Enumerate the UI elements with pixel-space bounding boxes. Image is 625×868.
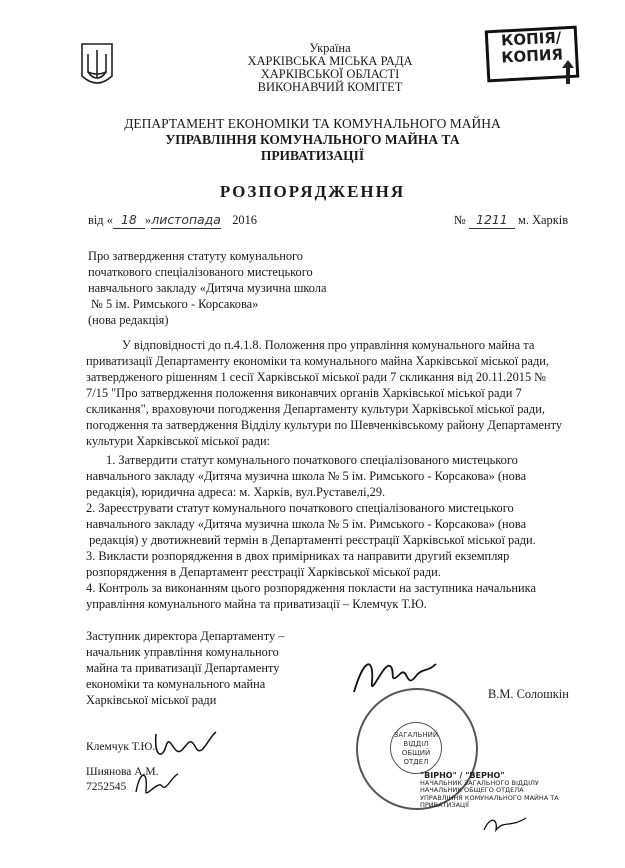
header-block — [150, 42, 510, 94]
document-title: РОЗПОРЯДЖЕННЯ — [219, 182, 406, 201]
department-block — [90, 116, 535, 164]
list-item: 1. Затвердити статут комунального початкового спеціалізованого мистецького — [106, 453, 518, 467]
department-office: УПРАВЛІННЯ КОМУНАЛЬНОГО МАЙНА ТА — [165, 132, 460, 147]
intro-paragraph: У відповідності до п.4.1.8. Положення про управління комунального майна та приватизації Департаменту економіки та комунального майна Харківської міської ради, затвердженого рішенням 1 сесії Харківської міської ради 7 скликання від 20.11.2015 № 7/15 "Про затвердження положення виконавчих органів Харківської міської ради 7 скликання", враховуючи погодження Департаменту культури Харківської міської ради, погодження та затвердження Відділу культури по Шевченківському району Департаменту культури Харківської міської ради: — [86, 338, 563, 448]
date-line: від « 18 »листопада 2016 — [88, 212, 257, 227]
approver-1-signature — [150, 726, 220, 766]
signer-name: В.М. Солошкін — [488, 687, 569, 701]
date-month: листопада — [151, 212, 221, 227]
number-line: № 1211 м. Харків — [454, 212, 569, 227]
small-emblem-icon — [560, 58, 576, 86]
list-item: 4. Контроль за виконанням цього розпорядження покласти на заступника начальника — [86, 581, 536, 595]
header-council: ХАРКІВСЬКА МІСЬКА РАДА — [247, 54, 413, 68]
approver-2-signature — [132, 766, 182, 800]
header-country: Україна — [309, 41, 351, 55]
date-year: 2016 — [232, 213, 257, 227]
seal-center: ЗАГАЛЬНИЙ ВІДДІЛ ОБЩИЙ ОТДЕЛ — [390, 722, 442, 774]
date-day: 18 — [113, 212, 145, 229]
approver-2: Шиянова А.М. — [86, 766, 159, 778]
items-list: 1. Затвердити статут комунального початкового спеціалізованого мистецького навчального закладу «Дитяча музична школа № 5 ім. Римського - Корсакова» (нова редакція), юридична адреса: м. Харків, вул.Руставелі,29. 2. Зареєструвати статут комунального початкового спеціалізованого мистецького навчального закладу «Дитяча музична школа № 5 ім. Римського - Корсакова» (нова редакція) у двотижневий термін в Департаменті реєстрації Харківської міської ради. 3. Викласти розпорядження в двох примірниках та направити другий екземпляр розпорядження в Департамент реєстрації Харківської міської ради. 4. Контроль за виконанням цього розпорядження покласти на заступника начальника управління комунального майна та приватизації – Клемчук Т.Ю. — [86, 452, 576, 612]
header-committee: ВИКОНАВЧИЙ КОМІТЕТ — [257, 80, 403, 94]
header-region: ХАРКІВСЬКОЇ ОБЛАСТІ — [260, 67, 400, 81]
document-number: 1211 — [469, 212, 515, 229]
phone: 7252545 — [86, 781, 127, 793]
department-name: ДЕПАРТАМЕНТ ЕКОНОМІКИ ТА КОМУНАЛЬНОГО МАЙНА — [124, 116, 501, 131]
department-office-2: ПРИВАТИЗАЦІЇ — [260, 148, 365, 163]
subject-block: Про затвердження статуту комунального початкового спеціалізованого мистецького навчального закладу «Дитяча музична школа № 5 ім. Римського - Корсакова» (нова редакція) — [88, 249, 327, 327]
verno-signature — [480, 812, 530, 836]
signatory-block: Заступник директора Департаменту – начальник управління комунального майна та приватизації Департаменту економіки та комунального майна Харківської міської ради — [86, 629, 285, 707]
trident-emblem-icon — [80, 42, 114, 92]
approver-1: Клемчук Т.Ю. — [86, 741, 156, 753]
city: м. Харків — [518, 213, 569, 227]
certified-stamp: "ВІРНО" / "ВЕРНО" НАЧАЛЬНИК ЗАГАЛЬНОГО ВІДДІЛУ НАЧАЛЬНИК ОБЩЕГО ОТДЕЛА УПРАВЛІННЯ КОМУНАЛЬНОГО МАЙНА ТА ПРИВАТИЗАЦІЇ — [420, 771, 559, 809]
copy-stamp: КОПІЯ/ КОПИЯ — [485, 26, 580, 83]
list-item: 3. Викласти розпорядження в двох примірниках та направити другий екземпляр — [86, 549, 510, 563]
list-item: 2. Зареєструвати статут комунального початкового спеціалізованого мистецького — [86, 501, 514, 515]
